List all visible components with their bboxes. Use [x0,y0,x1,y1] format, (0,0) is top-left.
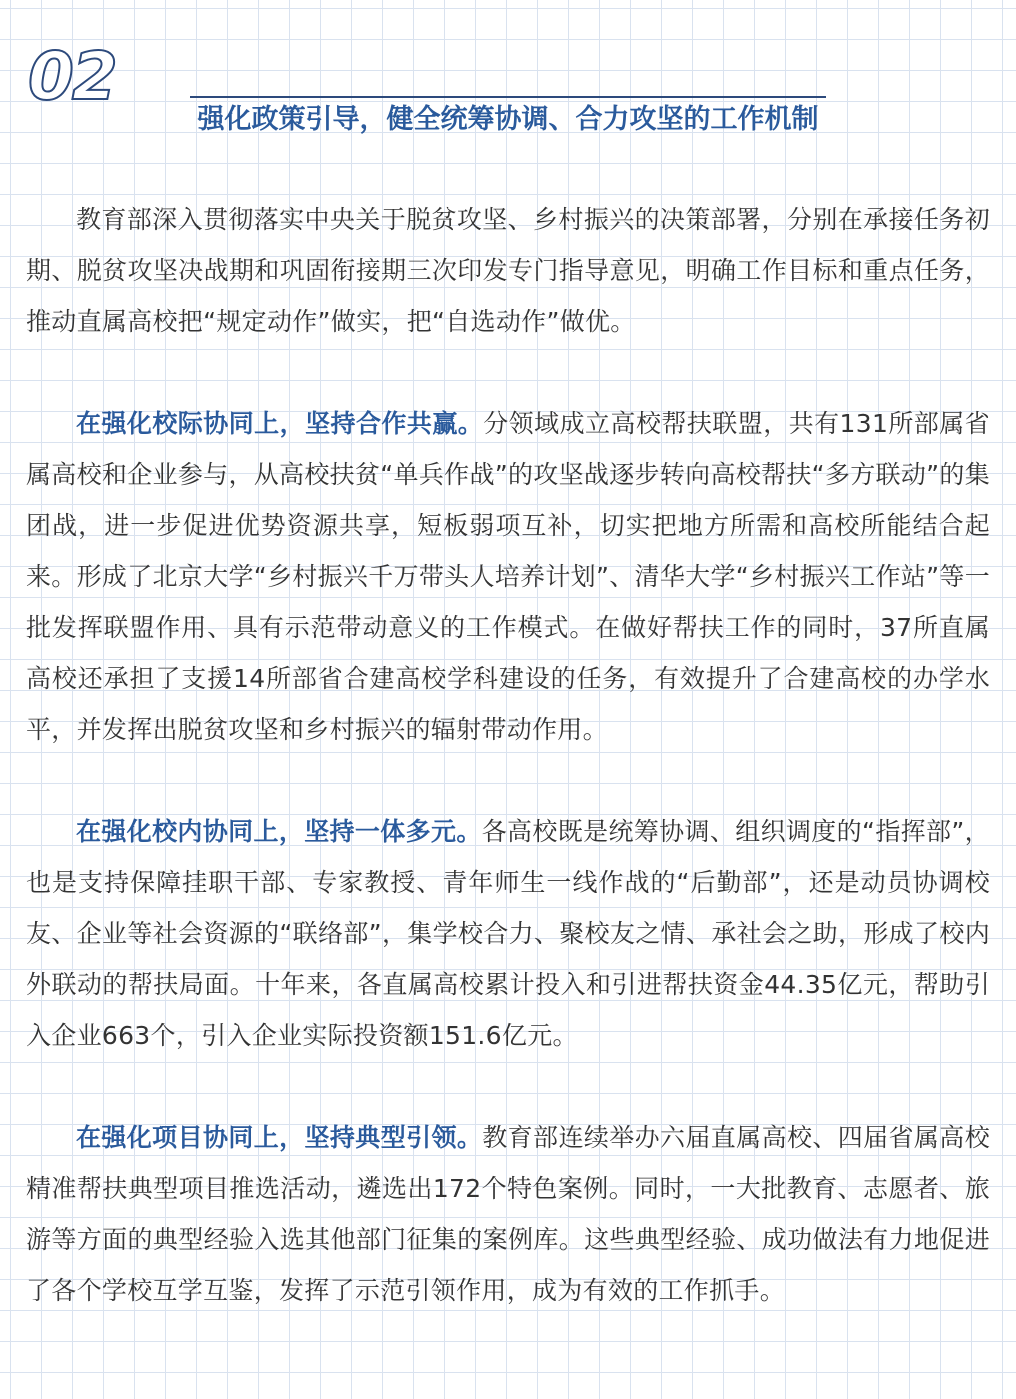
section-title: 强化政策引导，健全统筹协调、合力攻坚的工作机制 [197,104,819,135]
paragraph-inter-school [26,398,990,755]
paragraph-text: 分领域成立高校帮扶联盟，共有131所部属省属高校和企业参与，从高校扶贫“单兵作战”的攻坚战逐步转向高校帮扶“多方联动”的集团战，进一步促进优势资源共享，短板弱项互补，切实把地方所需和高校所能结合起来。形成了北京大学“乡村振兴千万带头人培养计划”、清华大学“乡村振兴工作站”等一批发挥联盟作用、具有示范带动意义的工作模式。在做好帮扶工作的同时，37所直属高校还承担了支援14所部省合建高校学科建设的任务，有效提升了合建高校的办学水平，并发挥出脱贫攻坚和乡村振兴的辐射带动作用。 [26,409,990,744]
paragraph-text: 各高校既是统筹协调、组织调度的“指挥部”，也是支持保障挂职干部、专家教授、青年师生一线作战的“后勤部”，还是动员协调校友、企业等社会资源的“联络部”，集学校合力、聚校友之情、承社会之助，形成了校内外联动的帮扶局面。十年来，各直属高校累计投入和引进帮扶资金44.35亿元，帮助引入企业663个，引入企业实际投资额151.6亿元。 [26,817,990,1050]
paragraph-project [26,1112,990,1316]
section-number: 02 [28,38,116,115]
paragraph-lead: 在强化校际协同上，坚持合作共赢。 [76,409,484,438]
paragraph-text: 教育部连续举办六届直属高校、四届省属高校精准帮扶典型项目推选活动，遴选出172个特色案例。同时，一大批教育、志愿者、旅游等方面的典型经验入选其他部门征集的案例库。这些典型经验、成功做法有力地促进了各个学校互学互鉴，发挥了示范引领作用，成为有效的工作抓手。 [26,1123,990,1305]
paragraph-lead: 在强化项目协同上，坚持典型引领。 [76,1123,483,1152]
article-body [26,194,990,1367]
paragraph-intra-school [26,806,990,1061]
paragraph-text: 教育部深入贯彻落实中央关于脱贫攻坚、乡村振兴的决策部署，分别在承接任务初期、脱贫攻坚决战期和巩固衔接期三次印发专门指导意见，明确工作目标和重点任务，推动直属高校把“规定动作”做实，把“自选动作”做优。 [26,205,990,336]
section-header [0,0,1016,160]
paragraph-intro [26,194,990,347]
title-divider [190,96,826,98]
paragraph-lead: 在强化校内协同上，坚持一体多元。 [76,817,482,846]
